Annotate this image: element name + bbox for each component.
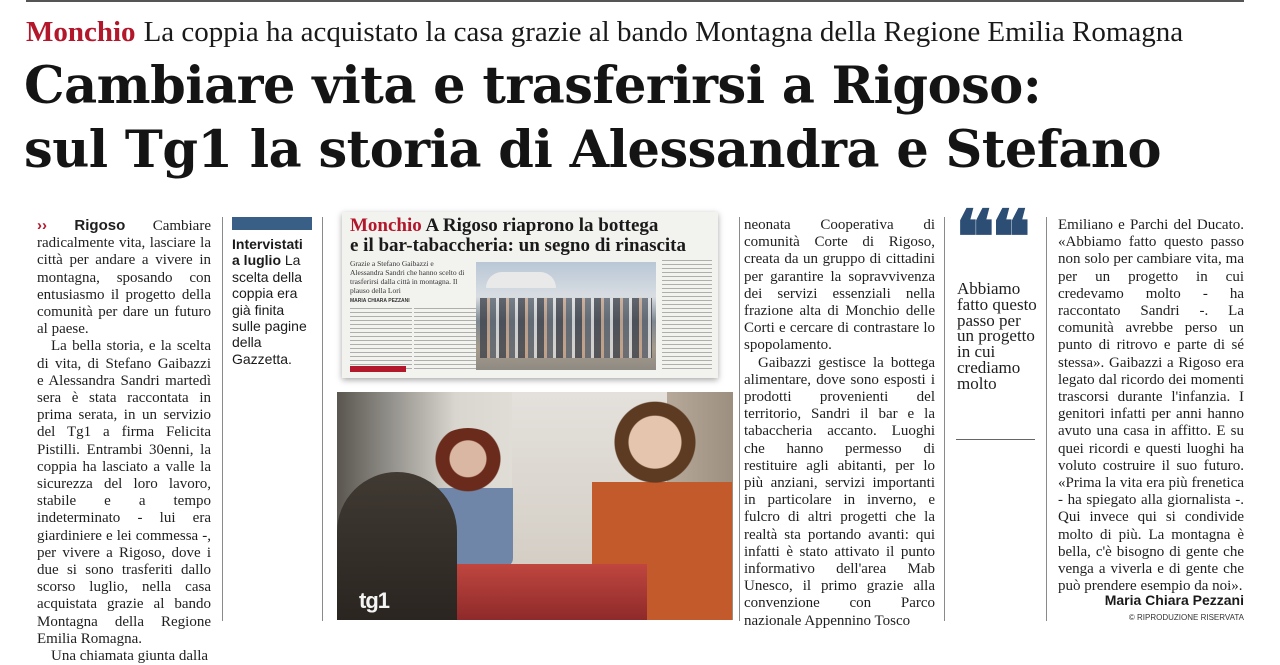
copyright-notice: © RIPRODUZIONE RISERVATA [1128,613,1244,622]
photo-table [427,564,647,620]
quote-mark: ❝ [955,195,991,281]
sidebox [232,217,312,367]
sidebox-heading: Intervistati a luglio [232,236,303,269]
paragraph: neonata Cooperativa di comunità Corte di Rigoso, creata da un gruppo di cittadini per garantire la sopravvivenza dei servizi essenziali nella frazione alta di Monchio delle Corti e cercare di contrastare lo spopolamento. [744,217,935,354]
headline-line-1: Cambiare vita e trasferirsi a Rigoso: [24,56,1042,116]
headline-line-2: sul Tg1 la storia di Alessandra e Stefano [24,120,1161,180]
lead-place: Rigoso [74,217,126,234]
interview-photo [337,392,733,620]
lead-arrow-icon: ›› [37,217,47,234]
sidebox-bar [232,217,312,230]
clipping-title-1: A Rigoso riaprono la bottega [425,215,659,236]
pull-quote: Abbiamo fatto questo passo per un progetto in cui crediamo molto [957,279,1037,393]
tg1-logo: tg1 [359,588,389,613]
quote-marks-icon [955,195,1027,281]
headline [24,54,1264,182]
column-divider [1046,217,1047,621]
paragraph: La bella storia, e la scelta di vita, di Stefano Gaibazzi e Alessandra Sandri martedì sera è stata raccontata in prima serata, in un servizio del Tg1 a firma Felicita Pistilli. Entrambi 30enni, la coppia ha lasciato a valle la sicurezza del loro lavoro, stabile e a tempo indeterminato - lui era giardiniere e lei commessa -, per vivere a Rigoso, dove i due si sono trasferiti dallo scorso luglio, nella casa acquistata grazie al bando Montagna della Regione Emilia Romagna. [37,338,211,647]
clipping-photo [476,262,656,370]
lead-text: Cambiare radicalmente vita, lasciare la città per andare a vivere in montagna, sposando con entusiasmo il progetto della comunità per dare un futuro al paese. [37,218,211,338]
author-signature: Maria Chiara Pezzani [1104,592,1244,608]
clipping-place: Monchio [350,215,422,236]
article-column-4 [1058,217,1244,595]
paragraph: Una chiamata giunta dalla [51,648,209,665]
kicker [26,14,1256,50]
article-column-3 [744,217,935,630]
article-column-1 [37,217,211,665]
sidebox-text [232,236,312,367]
newspaper-clipping [342,212,718,378]
kicker-text: La coppia ha acquistato la casa grazie al bando Montagna della Regione Emilia Romagna [143,16,1184,48]
clipping-text-block [414,308,476,372]
photo-foreground-person [337,472,457,620]
clipping-text-block [350,308,412,372]
lead-paragraph [37,217,211,338]
clipping-badge [350,366,406,372]
column-divider [944,217,945,621]
paragraph: Emiliano e Parchi del Ducato. «Abbiamo fatto questo passo non solo per cambiare vita, ma per un progetto in cui credevamo molto - ha raccontato Sandri -. La comunità avrebbe perso un punto di ritrovo e parte di sé stessa». Gaibazzi a Rigoso era legato dal ricordo dei momenti trascorsi durante l'infanzia. I genitori infatti per anni hanno avuto una casa in affitto. E su quei ricordi e questi luoghi ha voluto costruire il suo futuro. «Prima la vita era più frenetica - ha spiegato alla giornalista -. Qui invece qui si condivide molto di più. La montagna è bella, c'è bisogno di gente che venga a viverla e di gente che può prendere esempio da noi». [1058,217,1244,595]
sidebox-body: La scelta della coppia era già finita sulle pagine della Gazzetta. [232,252,307,367]
quote-mark: ❝ [990,195,1027,281]
column-divider [739,217,740,621]
clipping-title-2: e il bar-tabaccheria: un segno di rinascita [350,235,686,256]
top-rule [26,0,1244,2]
kicker-place: Monchio [26,16,136,48]
clipping-photo-awning [486,272,556,288]
quote-rule [956,439,1035,440]
clipping-subtitle: Grazie a Stefano Gaibazzi e Alessandra Sandri che hanno scelto di trasferirsi dalla città in montagna. Il plauso della Lori [350,259,465,295]
clipping-photo-people [480,298,652,358]
column-divider [222,217,223,621]
clipping-author: MARIA CHIARA PEZZANI [350,298,410,304]
column-divider [322,217,323,621]
clipping-text-block [662,260,712,372]
clipping-title [350,216,718,256]
paragraph: Gaibazzi gestisce la bottega alimentare, dove sono esposti i prodotti provenienti del territorio, Sandri il bar e la tabaccheria accanto. Luoghi che hanno permesso di restituire agli abitanti, per lo più anziani, servizi importanti in particolare in inverno, e fulcro di altri progetti che la realtà sta portando avanti: qui infatti è stato attivato il punto informativo dell'area Mab Unesco, il primo grazie alla convenzione con Parco nazionale Appennino Tosco [744,354,935,629]
